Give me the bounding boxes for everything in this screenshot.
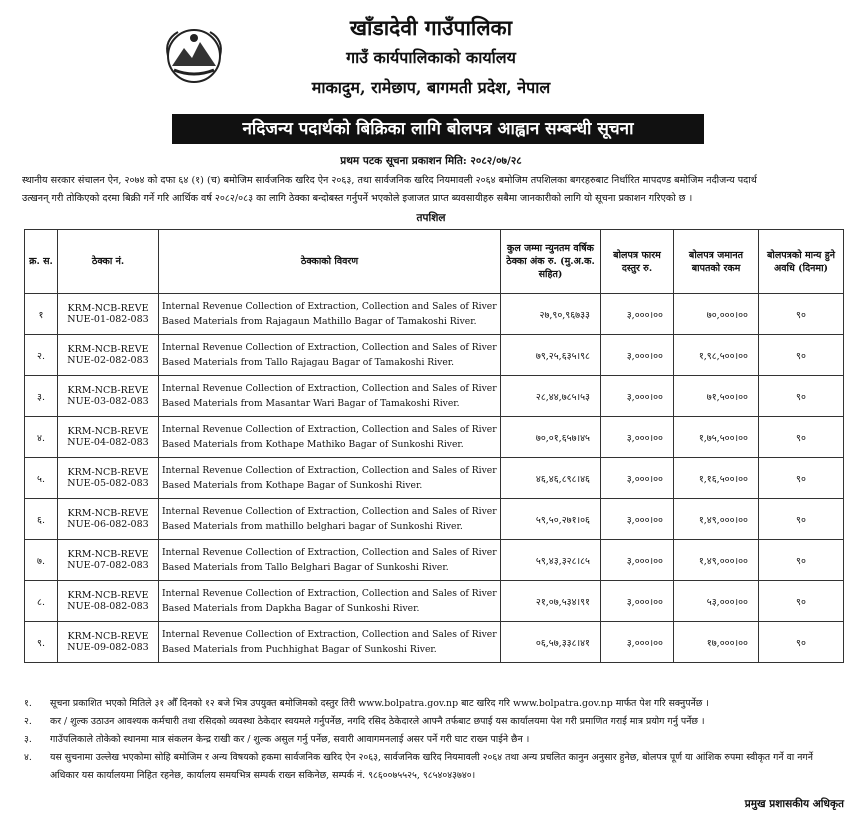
note-text: गाउँपलिकाले तोकेको स्थानमा मात्र संकलन केन्द्र राखी कर / शुल्क असुल गर्नु पर्नेछ, सवारी आवागमनलाई असर पर्ने गरी घाट राख्न पाईने छैन । — [50, 734, 530, 745]
row-sn: १ — [25, 294, 58, 335]
row-sn: ६. — [25, 499, 58, 540]
row-amount: ७०,०१,६५७।४५ — [501, 417, 601, 458]
row-description: Internal Revenue Collection of Extraction, Collection and Sales of River Based Materials from Kothape Bagar of Sunkoshi River. — [159, 458, 501, 499]
col-header-validity: बोलपत्रको मान्य हुने अवधि (दिनमा) — [759, 230, 844, 294]
row-bond: ५३,०००।०० — [674, 581, 759, 622]
row-fee: ३,०००।०० — [601, 294, 674, 335]
row-fee: ३,०००।०० — [601, 622, 674, 663]
col-header-sn: क्र. स. — [25, 230, 58, 294]
table-row — [25, 622, 844, 663]
row-sn: ४. — [25, 417, 58, 458]
row-validity: ९० — [759, 622, 844, 663]
row-fee: ३,०००।०० — [601, 417, 674, 458]
row-fee: ३,०००।०० — [601, 540, 674, 581]
letterhead — [0, 0, 862, 105]
intro-paragraph — [22, 172, 842, 208]
notes-list — [24, 695, 844, 785]
row-amount: २७,९०,९६७३३ — [501, 294, 601, 335]
row-amount: ०६,५७,३३८।४१ — [501, 622, 601, 663]
table-row — [25, 376, 844, 417]
row-code: KRM-NCB-REVE NUE-04-082-083 — [58, 417, 159, 458]
row-description: Internal Revenue Collection of Extraction, Collection and Sales of River Based Materials from Dapkha Bagar of Sunkoshi River. — [159, 581, 501, 622]
row-bond: १,४९,०००।०० — [674, 540, 759, 581]
row-sn: ३. — [25, 376, 58, 417]
row-code: KRM-NCB-REVE NUE-07-082-083 — [58, 540, 159, 581]
table-row — [25, 335, 844, 376]
row-validity: ९० — [759, 294, 844, 335]
row-description: Internal Revenue Collection of Extraction, Collection and Sales of River Based Materials from Puchhighat Bagar of Sunkoshi River. — [159, 622, 501, 663]
publication-date: प्रथम पटक सूचना प्रकाशन मिति: २०८२/०७/२८ — [340, 155, 522, 167]
row-code: KRM-NCB-REVE NUE-06-082-083 — [58, 499, 159, 540]
row-description: Internal Revenue Collection of Extraction, Collection and Sales of River Based Materials from Tallo Belghari Bagar of Sunkoshi River. — [159, 540, 501, 581]
note-item — [24, 749, 844, 785]
row-code: KRM-NCB-REVE NUE-09-082-083 — [58, 622, 159, 663]
row-validity: ९० — [759, 540, 844, 581]
col-header-bond: बोलपत्र जमानत बापतको रकम — [674, 230, 759, 294]
office-address: माकादुम, रामेछाप, बागमती प्रदेश, नेपाल — [311, 78, 551, 97]
row-description: Internal Revenue Collection of Extraction, Collection and Sales of River Based Materials from mathillo belghari bagar of Sunkoshi River. — [159, 499, 501, 540]
row-sn: ७. — [25, 540, 58, 581]
row-bond: १,७५,५००।०० — [674, 417, 759, 458]
row-fee: ३,०००।०० — [601, 499, 674, 540]
row-sn: ५. — [25, 458, 58, 499]
row-fee: ३,०००।०० — [601, 581, 674, 622]
table-row — [25, 499, 844, 540]
col-header-amount: कुल जम्मा न्युनतम वर्षिक ठेक्का अंक रु. (मु.अ.क. सहित) — [501, 230, 601, 294]
row-amount: २८,४४,७८५।५३ — [501, 376, 601, 417]
note-number: ४. — [24, 752, 32, 763]
note-item — [24, 731, 844, 749]
row-sn: ९. — [25, 622, 58, 663]
row-fee: ३,०००।०० — [601, 335, 674, 376]
row-amount: २१,०७,५३४।९१ — [501, 581, 601, 622]
notice-title: नदिजन्य पदार्थको बिक्रिका लागि बोलपत्र आह्वान सम्बन्धी सूचना — [172, 114, 704, 144]
table-row — [25, 417, 844, 458]
row-sn: ८. — [25, 581, 58, 622]
row-description: Internal Revenue Collection of Extraction, Collection and Sales of River Based Materials from Rajagaun Mathillo Bagar of Tamakoshi River. — [159, 294, 501, 335]
note-item — [24, 713, 844, 731]
municipality-name: खाँडादेवी गाउँपालिका — [349, 15, 513, 40]
row-bond: १७,०००।०० — [674, 622, 759, 663]
row-code: KRM-NCB-REVE NUE-05-082-083 — [58, 458, 159, 499]
note-text: कर / शुल्क उठाउन आवश्यक कर्मचारी तथा रसिदको व्यवस्था ठेकेदार स्वयमले गर्नुपर्नेछ, नगदि रसिद ठेकेदारले आफ्नै तर्फबाट छपाई यस कार्यालयमा पेश गरी प्रमाणित गराई मात्र प्रयोग गर्नु पर्नेछ । — [50, 716, 705, 727]
table-row — [25, 458, 844, 499]
row-bond: ७०,०००।०० — [674, 294, 759, 335]
note-text: यस सुचनामा उल्लेख भएकोमा सोहि बमोजिम र अन्य विषयको हकमा सार्वजनिक खरिद ऐन २०६३, सार्वजनिक खरिद नियमावली २०६४ तथा अन्य प्रचलित कानुन अनुसार हुनेछ, बोलपत्र पूर्ण या आंशिक रुपमा स्वीकृत गर्ने वा नगर्ने अधिकार यस कार्यालयमा निहित रहनेछ, कार्यालय समयभित्र सम्पर्क राख्न सकिनेछ, सम्पर्क नं. ९८६००७५५२५, ९८५४०४३७४०। — [50, 752, 813, 781]
row-bond: ७१,५००।०० — [674, 376, 759, 417]
signatory-title: प्रमुख प्रशासकीय अधिकृत — [744, 798, 844, 810]
row-amount: ४६,४६,८९८।४६ — [501, 458, 601, 499]
row-amount: ५९,५०,२७१।०६ — [501, 499, 601, 540]
row-validity: ९० — [759, 458, 844, 499]
row-code: KRM-NCB-REVE NUE-08-082-083 — [58, 581, 159, 622]
note-number: २. — [24, 716, 32, 727]
row-validity: ९० — [759, 581, 844, 622]
row-code: KRM-NCB-REVE NUE-02-082-083 — [58, 335, 159, 376]
row-amount: ५९,४३,३२८।८५ — [501, 540, 601, 581]
table-row — [25, 581, 844, 622]
row-bond: १,९८,५००।०० — [674, 335, 759, 376]
col-header-description: ठेक्काको विवरण — [159, 230, 501, 294]
note-text: सूचना प्रकाशित भएको मितिले ३१ औँ दिनको १२ बजे भित्र उपयुक्त बमोजिमको दस्तुर तिरी www.bolpatra.gov.np बाट खरिद गरि www.bolpatra.gov.np मार्फत पेश गरि सक्नुपर्नेछ । — [50, 698, 709, 709]
table-header-row — [25, 230, 844, 294]
row-sn: २. — [25, 335, 58, 376]
row-description: Internal Revenue Collection of Extraction, Collection and Sales of River Based Materials from Masantar Wari Bagar of Tamakoshi River. — [159, 376, 501, 417]
row-bond: १,४९,०००।०० — [674, 499, 759, 540]
row-validity: ९० — [759, 335, 844, 376]
row-code: KRM-NCB-REVE NUE-01-082-083 — [58, 294, 159, 335]
tender-table — [24, 229, 844, 663]
note-number: १. — [24, 698, 32, 709]
intro-line: स्थानीय सरकार संचालन ऐन, २०७४ को दफा ६४ (१) (च) बमोजिम सार्वजनिक खरिद ऐन २०६३, तथा सार्वजनिक खरिद नियमावली २०६४ बमोजिम तपशिलका बगरहरुबाट निर्धारित मापदण्ड बमोजिम नदीजन्य पदार्थ — [22, 175, 757, 186]
intro-line: उत्खनन् गरी तोकिएको दरमा बिक्री गर्ने गरि आर्थिक वर्ष २०८२/०८३ का लागि ठेक्का बन्दोबस्त गर्नुपर्ने भएकोले इजाजत प्राप्त ब्यवसायीहरु सबैमा जानकारीको लागि यो सूचना प्रकाशन गरिएको छ । — [22, 193, 693, 204]
col-header-code: ठेक्का नं. — [58, 230, 159, 294]
details-heading: तपशिल — [416, 212, 446, 224]
row-validity: ९० — [759, 417, 844, 458]
row-code: KRM-NCB-REVE NUE-03-082-083 — [58, 376, 159, 417]
row-bond: १,१६,५००।०० — [674, 458, 759, 499]
note-number: ३. — [24, 734, 32, 745]
table-row — [25, 294, 844, 335]
row-validity: ९० — [759, 499, 844, 540]
row-validity: ९० — [759, 376, 844, 417]
col-header-fee: बोलपत्र फारम दस्तुर रु. — [601, 230, 674, 294]
note-item — [24, 695, 844, 713]
table-row — [25, 540, 844, 581]
row-amount: ७९,२५,६३५।९८ — [501, 335, 601, 376]
row-description: Internal Revenue Collection of Extraction, Collection and Sales of River Based Materials from Kothape Mathiko Bagar of Sunkoshi River. — [159, 417, 501, 458]
office-name: गाउँ कार्यपालिकाको कार्यालय — [346, 48, 516, 67]
row-description: Internal Revenue Collection of Extraction, Collection and Sales of River Based Materials from Tallo Rajagau Bagar of Tamakoshi River. — [159, 335, 501, 376]
row-fee: ३,०००।०० — [601, 458, 674, 499]
row-fee: ३,०००।०० — [601, 376, 674, 417]
